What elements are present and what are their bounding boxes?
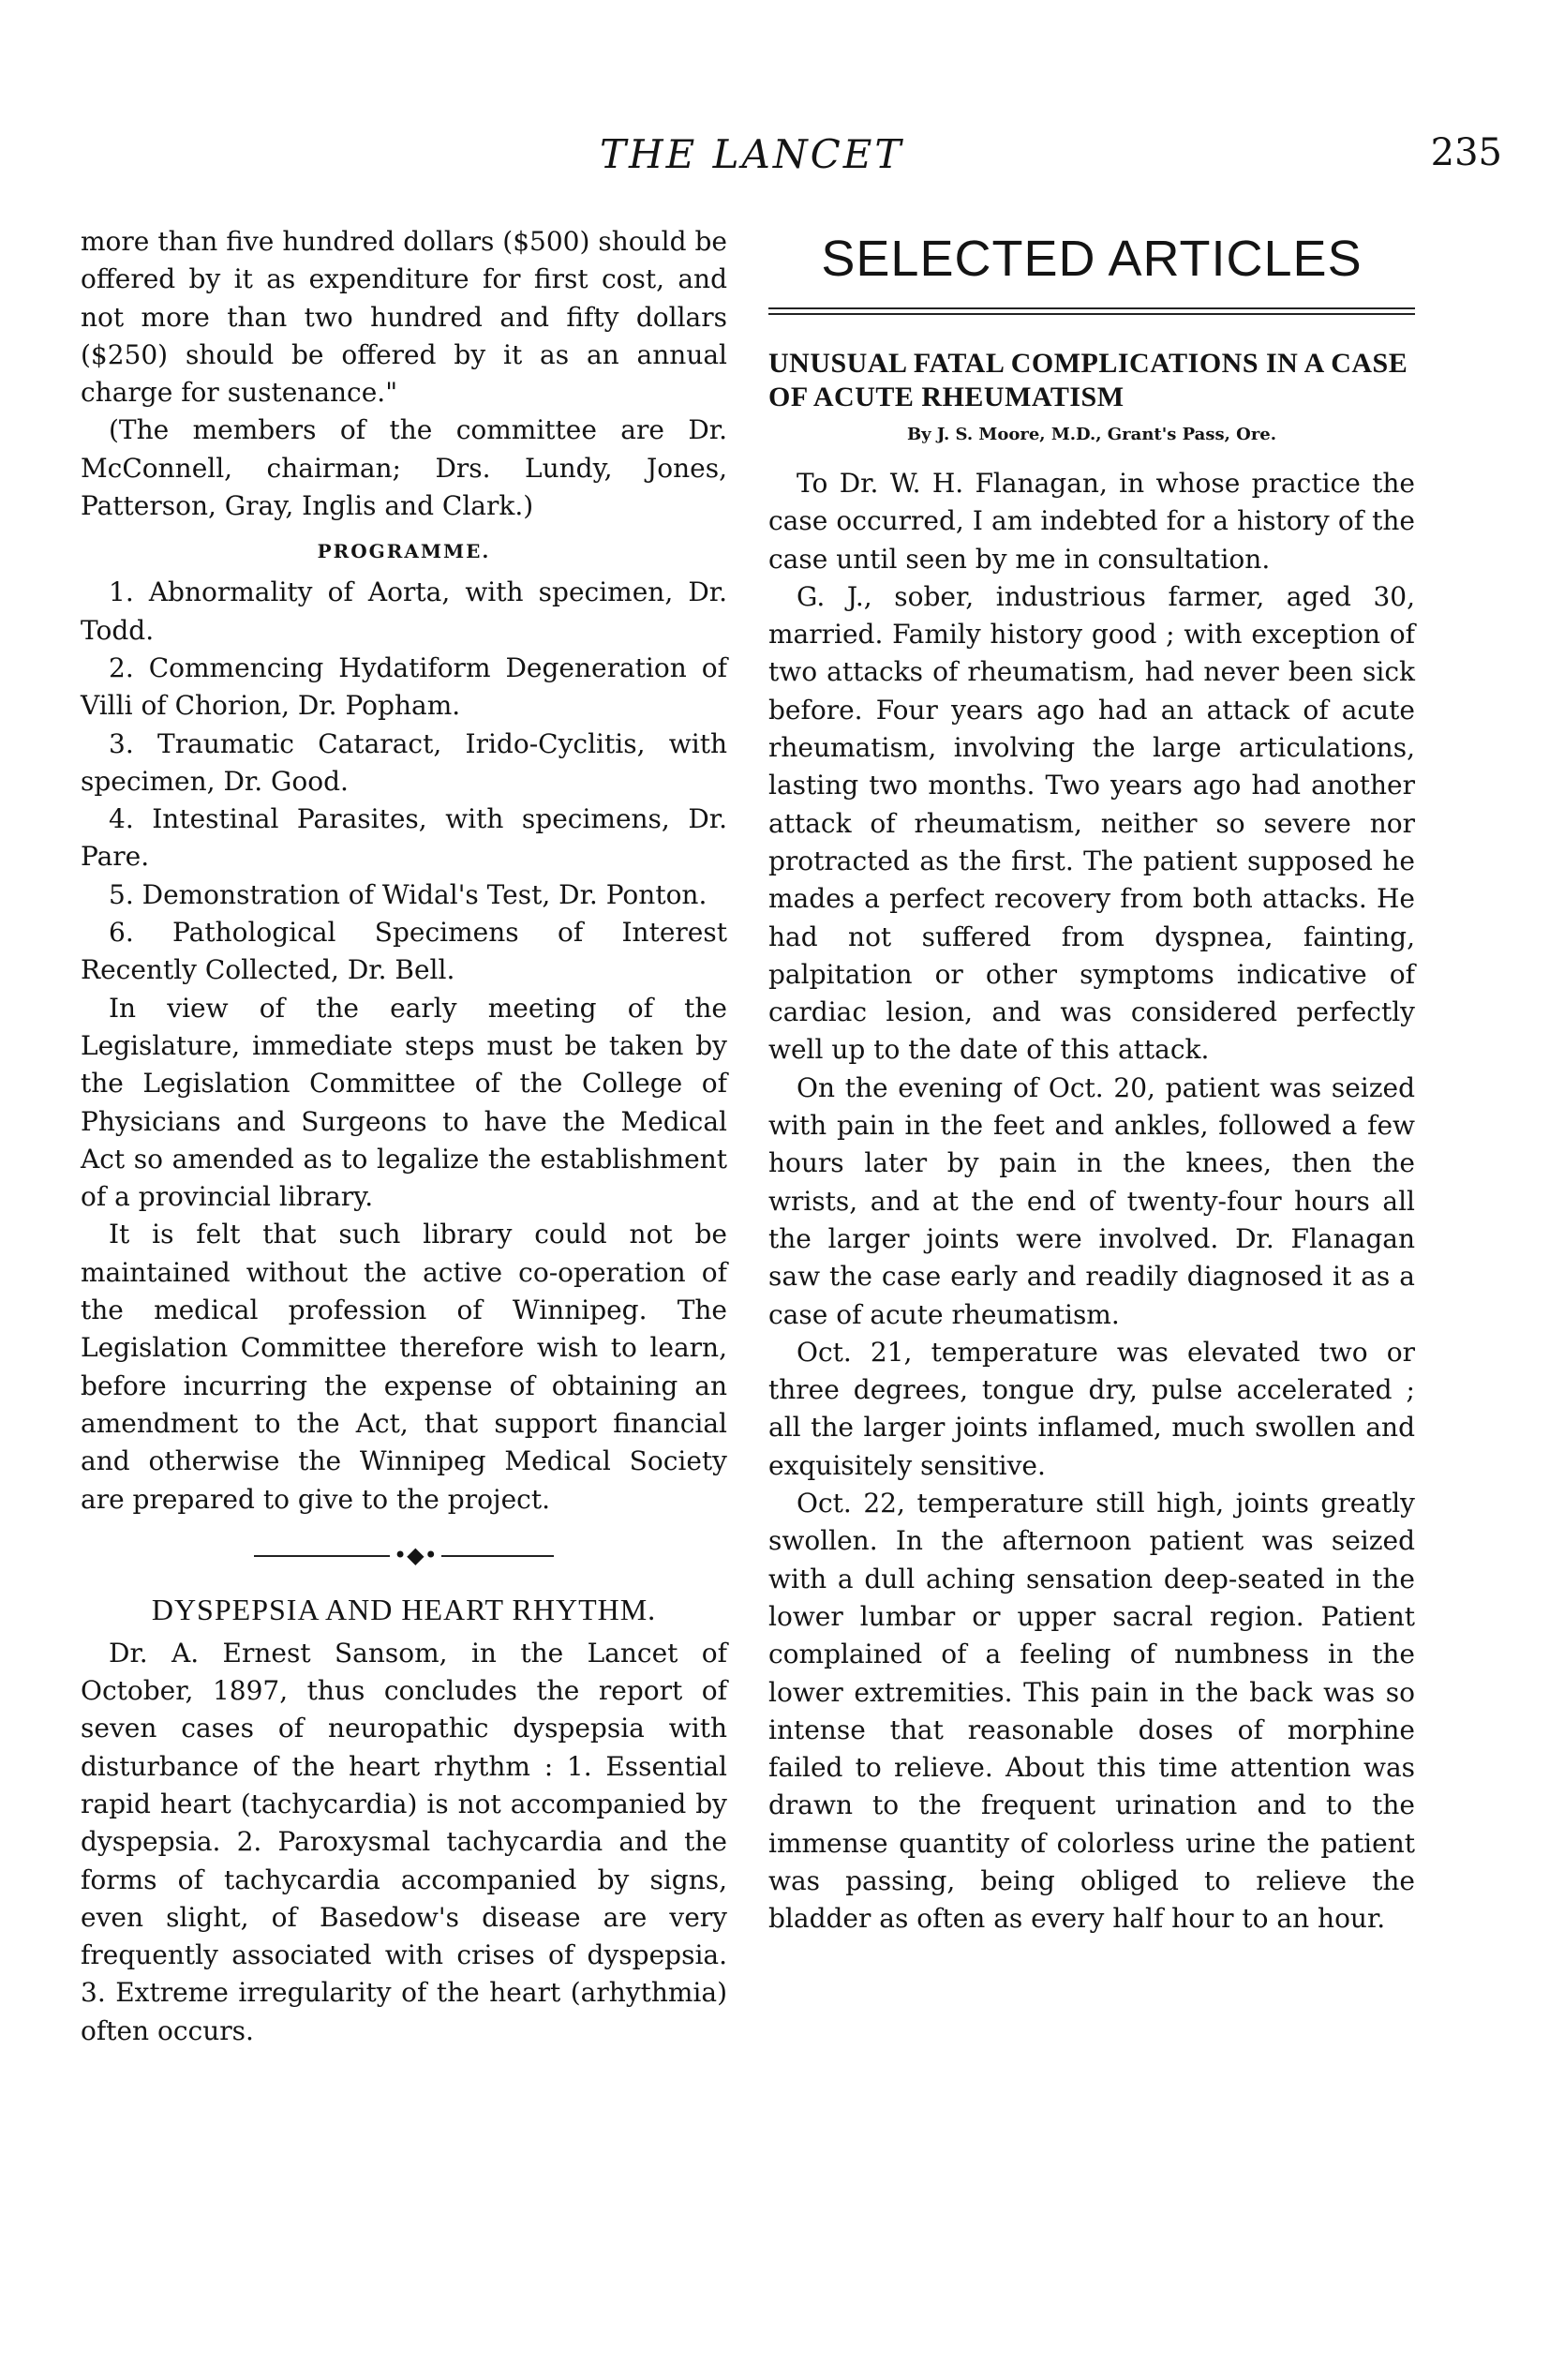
double-rule bbox=[768, 307, 1415, 315]
article-title: UNUSUAL FATAL COMPLICATIONS IN A CASE OF ACUTE RHEUMATISM bbox=[768, 348, 1408, 412]
page-number: 235 bbox=[1430, 131, 1502, 174]
paragraph: (The members of the committee are Dr. McConnell, chairman; Drs. Lundy, Jones, Patterson, Gray, Inglis and Clark.) bbox=[81, 414, 727, 522]
paragraph: G. J., sober, industrious farmer, aged 30, married. Family history good ; with exception of two attacks of rheumatism, had never been sick before. Four years ago had an attack of acute rheumatism, involving the large articulations, lasting two months. Two years ago had another attack of rheumatism, neither so severe nor protracted as the first. The patient supposed he mades a perfect recovery from both attacks. He had not suffered from dyspnea, fainting, palpitation or other symptoms indicative of cardiac lesion, and was considered perfectly well up to the date of this attack. bbox=[768, 580, 1415, 1066]
paragraph: Dr. A. Ernest Sansom, in the Lancet of October, 1897, thus concludes the report of seven cases of neuropathic dyspepsia with disturbance of the heart rhythm : 1. Essential rapid heart (tachycardia) is not accompanied by dyspepsia. 2. Paroxysmal tachycardia and the forms of tachycardia accompanied by signs, even slight, of Basedow's disease are very frequently associated with crises of dyspepsia. 3. Extreme irregularity of the heart (arhythmia) often occurs. bbox=[81, 1637, 727, 2046]
running-title: THE LANCET bbox=[600, 131, 904, 177]
paragraph: Oct. 21, temperature was elevated two or three degrees, tongue dry, pulse accelerated ; all the larger joints inflamed, much swollen and exquisitely sensitive. bbox=[768, 1336, 1415, 1481]
left-column bbox=[81, 223, 727, 2050]
paragraph: Oct. 22, temperature still high, joints greatly swollen. In the afternoon patient was seized with a dull aching sensation deep-seated in the lower lumbar or upper sacral region. Patient complained of a feeling of numbness in the lower extremities. This pain in the back was so intense that reasonable doses of morphine failed to relieve. About this time attention was drawn to the frequent urination and to the immense quantity of colorless urine the patient was passing, being obliged to relieve the bladder as often as every half hour to an hour. bbox=[768, 1488, 1415, 1935]
programme-item: 1. Abnormality of Aorta, with specimen, Dr. Todd. bbox=[81, 576, 727, 646]
section-divider bbox=[81, 1537, 727, 1575]
byline: By J. S. Moore, M.D., Grant's Pass, Ore. bbox=[906, 425, 1277, 444]
right-column bbox=[768, 223, 1415, 1938]
dyspepsia-heading: DYSPEPSIA AND HEART RHYTHM. bbox=[151, 1592, 657, 1626]
paragraph: It is felt that such library could not be maintained without the active co-operation of the medical profession of Winnipeg. The Legislation Committee therefore wish to learn, before incurring the expense of obtaining an amendment to the Act, that support financial and otherwise the Winnipeg Medical Society are prepared to give to the project. bbox=[81, 1219, 727, 1515]
running-header bbox=[0, 131, 1564, 187]
programme-item: 2. Commencing Hydatiform Degeneration of Villi of Chorion, Dr. Popham. bbox=[81, 651, 727, 722]
programme-item: 3. Traumatic Cataract, Irido-Cyclitis, with specimen, Dr. Good. bbox=[81, 727, 727, 797]
programme-item: 4. Intestinal Parasites, with specimens, Dr. Pare. bbox=[81, 803, 727, 873]
paragraph: To Dr. W. H. Flanagan, in whose practice the case occurred, I am indebted for a history of the case until seen by me in consultation. bbox=[768, 468, 1415, 575]
section-title: SELECTED ARTICLES bbox=[821, 231, 1363, 287]
paragraph: On the evening of Oct. 20, patient was seized with pain in the feet and ankles, followed a few hours later by pain in the knees, then the wrists, and at the end of twenty-four hours all the larger joints were involved. Dr. Flanagan saw the case early and readily diagnosed it as a case of acute rheumatism. bbox=[768, 1071, 1415, 1330]
programme-item: 5. Demonstration of Widal's Test, Dr. Ponton. bbox=[109, 878, 708, 910]
programme-heading: PROGRAMME. bbox=[317, 540, 491, 563]
divider-ornament: •◆• bbox=[390, 1541, 441, 1569]
programme-item: 6. Pathological Specimens of Interest Recently Collected, Dr. Bell. bbox=[81, 917, 727, 986]
paragraph: In view of the early meeting of the Legislature, immediate steps must be taken by the Legislation Committee of the College of Physicians and Surgeons to have the Medical Act so amended as to legalize the establishment of a provincial library. bbox=[81, 992, 727, 1213]
paragraph: more than five hundred dollars ($500) should be offered by it as expenditure for first cost, and not more than two hundred and fifty dollars ($250) should be offered by it as an annual charge for sustenance." bbox=[81, 226, 727, 409]
